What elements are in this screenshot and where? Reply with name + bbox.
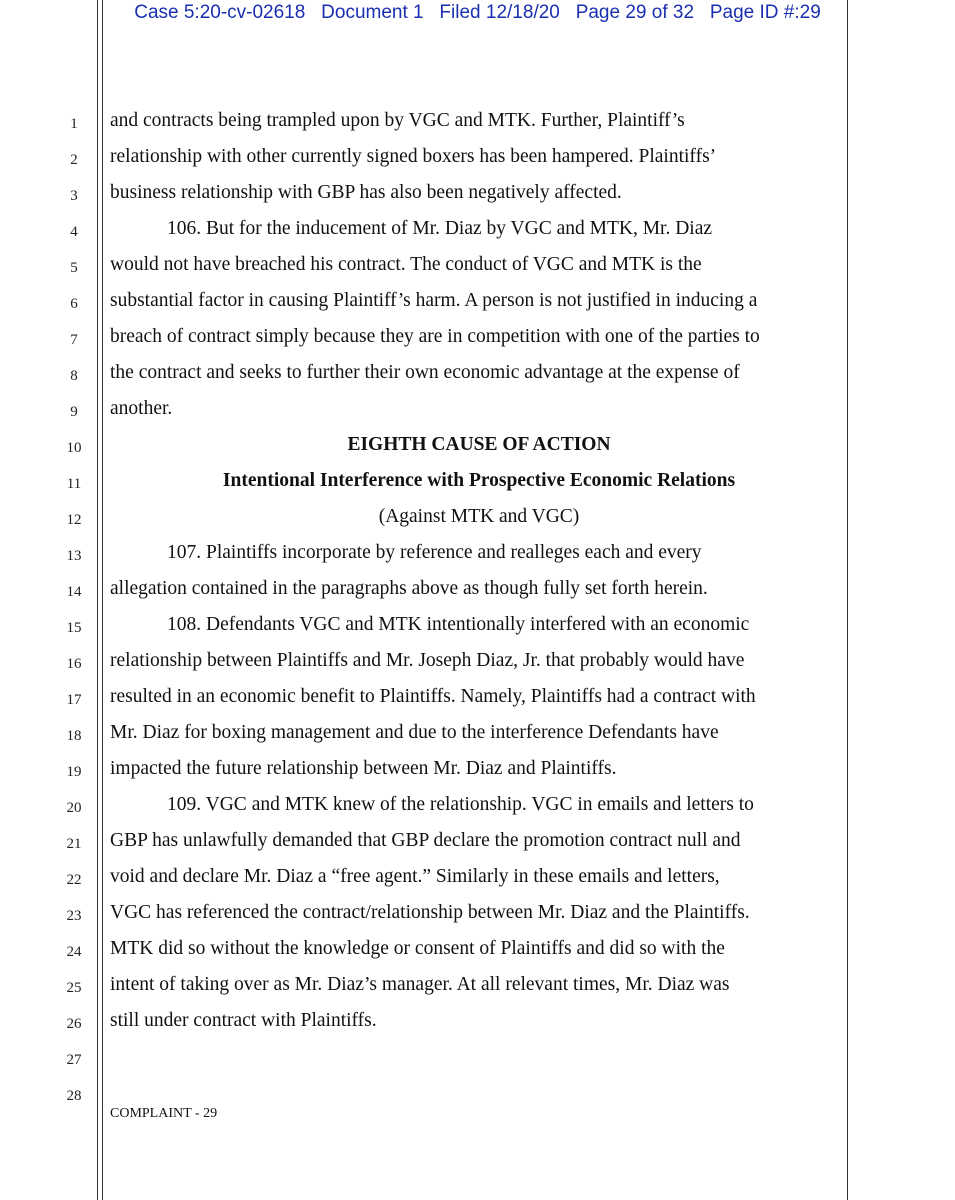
line-number: 13 — [66, 548, 82, 564]
text-line: still under contract with Plaintiffs. — [110, 1010, 377, 1031]
text-line: allegation contained in the paragraphs above as though fully set forth herein. — [110, 578, 708, 599]
text-line: would not have breached his contract. The conduct of VGC and MTK is the — [110, 254, 702, 275]
text-line: resulted in an economic benefit to Plaintiffs. Namely, Plaintiffs had a contract with — [110, 686, 756, 707]
line-number: 12 — [66, 512, 82, 528]
line-number: 19 — [66, 764, 82, 780]
case-header: Case 5:20-cv-02618 Document 1 Filed 12/18/20 Page 29 of 32 Page ID #:29 — [134, 2, 821, 23]
text-line: MTK did so without the knowledge or consent of Plaintiffs and did so with the — [110, 938, 725, 959]
line-number: 10 — [66, 440, 82, 456]
line-number: 21 — [66, 836, 82, 852]
paragraph-109: 109. VGC and MTK knew of the relationship. VGC in emails and letters to — [167, 794, 754, 815]
line-number: 3 — [70, 188, 78, 204]
line-number: 26 — [66, 1016, 82, 1032]
left-margin-rule-outer — [97, 0, 98, 1200]
text-line: another. — [110, 398, 173, 419]
line-number: 27 — [66, 1052, 82, 1068]
line-number: 23 — [66, 908, 82, 924]
cause-of-action-heading: EIGHTH CAUSE OF ACTION — [347, 434, 611, 455]
line-number: 18 — [66, 728, 82, 744]
text-line: impacted the future relationship between Mr. Diaz and Plaintiffs. — [110, 758, 617, 779]
text-line: the contract and seeks to further their own economic advantage at the expense of — [110, 362, 740, 383]
paragraph-107: 107. Plaintiffs incorporate by reference and realleges each and every — [167, 542, 702, 563]
line-number: 7 — [70, 332, 78, 348]
line-number: 2 — [70, 152, 78, 168]
line-number: 4 — [70, 224, 78, 240]
text-line: breach of contract simply because they are in competition with one of the parties to — [110, 326, 760, 347]
line-number: 25 — [66, 980, 82, 996]
line-number: 8 — [70, 368, 78, 384]
text-line: relationship between Plaintiffs and Mr. Joseph Diaz, Jr. that probably would have — [110, 650, 745, 671]
text-line: GBP has unlawfully demanded that GBP declare the promotion contract null and — [110, 830, 741, 851]
line-number: 28 — [66, 1088, 82, 1104]
text-line: void and declare Mr. Diaz a “free agent.” Similarly in these emails and letters, — [110, 866, 720, 887]
text-line: business relationship with GBP has also been negatively affected. — [110, 182, 622, 203]
text-line: substantial factor in causing Plaintiff’s harm. A person is not justified in inducing a — [110, 290, 758, 311]
line-number: 22 — [66, 872, 82, 888]
line-number: 14 — [66, 584, 82, 600]
line-number: 16 — [66, 656, 82, 672]
line-number: 15 — [66, 620, 82, 636]
line-number: 1 — [70, 116, 78, 132]
line-number: 24 — [66, 944, 82, 960]
line-number: 20 — [66, 800, 82, 816]
line-number: 6 — [70, 296, 78, 312]
right-margin-rule — [847, 0, 848, 1200]
text-line: relationship with other currently signed boxers has been hampered. Plaintiffs’ — [110, 146, 717, 167]
left-margin-rule-inner — [102, 0, 103, 1200]
line-number: 11 — [66, 476, 82, 492]
line-number: 17 — [66, 692, 82, 708]
paragraph-108: 108. Defendants VGC and MTK intentionally interfered with an economic — [167, 614, 750, 635]
line-number: 5 — [70, 260, 78, 276]
cause-of-action-title: Intentional Interference with Prospective Economic Relations — [222, 470, 736, 491]
cause-of-action-parties: (Against MTK and VGC) — [378, 506, 580, 527]
text-line: Mr. Diaz for boxing management and due to the interference Defendants have — [110, 722, 719, 743]
text-line: VGC has referenced the contract/relationship between Mr. Diaz and the Plaintiffs. — [110, 902, 750, 923]
line-number: 9 — [70, 404, 78, 420]
text-line: and contracts being trampled upon by VGC and MTK. Further, Plaintiff’s — [110, 110, 685, 131]
paragraph-106: 106. But for the inducement of Mr. Diaz by VGC and MTK, Mr. Diaz — [167, 218, 713, 239]
text-line: intent of taking over as Mr. Diaz’s manager. At all relevant times, Mr. Diaz was — [110, 974, 730, 995]
page-footer: COMPLAINT - 29 — [110, 1106, 218, 1121]
